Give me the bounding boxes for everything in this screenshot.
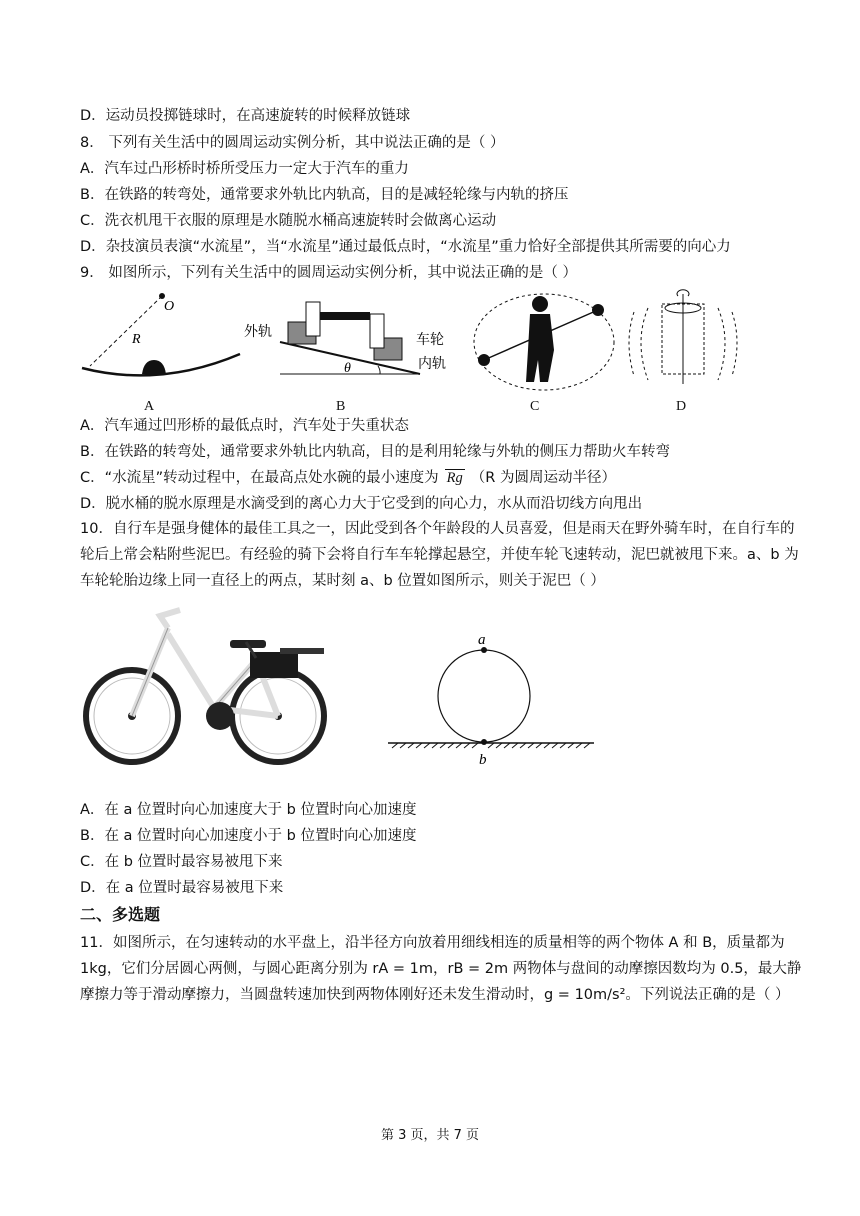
section-title: 二、多选题: [80, 905, 161, 924]
q9-option-c-note: （R 为圆周运动半径）: [470, 470, 616, 486]
fig-d-caption: D: [676, 399, 687, 414]
fig-b-inner-rail: 内轨: [418, 356, 446, 372]
point-b-label: b: [479, 752, 487, 768]
q9-option-d: D．脱水桶的脱水原理是水滴受到的离心力大于它受到的向心力，水从而沿切线方向甩出: [80, 496, 643, 512]
q10-option-a: A．在 a 位置时向心加速度大于 b 位置时向心加速度: [80, 802, 417, 818]
fig-c-caption: C: [530, 399, 540, 414]
figure-a-concave-bridge: [80, 288, 250, 398]
q10-option-c: C．在 b 位置时最容易被甩下来: [80, 854, 283, 870]
q8-option-b: B．在铁路的转弯处，通常要求外轨比内轨高，目的是减轻轮缘与内轨的挤压: [80, 187, 569, 203]
q8-option-d: D．杂技演员表演“水流星”，当“水流星”通过最低点时，“水流星”重力恰好全部提供其所需要的向心力: [80, 239, 731, 255]
fig-b-outer-rail: 外轨: [244, 324, 272, 340]
wheel-circle-diagram: [388, 630, 598, 770]
q10-stem: 10．自行车是强身健体的最佳工具之一，因此受到各个年龄段的人员喜爱，但是雨天在野外骑车时，在自行车的轮后上常会粘附些泥巴。有经验的骑下会将自行车车轮撑起悬空，并使车轮飞速转动，泥巴就被甩下来。a、b 为车轮轮胎边缘上同一直径上的两点，某时刻 a、b 位置如图所示，则关于泥巴（ ）: [80, 521, 799, 589]
figure-b-railway-curve: [240, 292, 460, 398]
q9-option-c-text: C．“水流星”转动过程中，在最高点处水碗的最小速度为: [80, 470, 439, 486]
q8-option-a: A．汽车过凸形桥时桥所受压力一定大于汽车的重力: [80, 161, 409, 177]
page-footer: 第 3 页，共 7 页: [380, 1128, 480, 1143]
q8-stem: 8． 下列有关生活中的圆周运动实例分析，其中说法正确的是（ ）: [80, 135, 505, 151]
figure-c-water-meteor: [470, 290, 620, 396]
fig-b-caption: B: [336, 399, 346, 414]
q7-option-d: D．运动员投掷链球时，在高速旋转的时候释放链球: [80, 108, 411, 124]
fig-a-label-o: O: [164, 299, 175, 314]
q9-option-c: [80, 468, 616, 488]
point-a-label: a: [478, 632, 486, 648]
q10-option-b: B．在 a 位置时向心加速度小于 b 位置时向心加速度: [80, 828, 417, 844]
fig-a-label-r: R: [132, 332, 141, 347]
q9-option-a: A．汽车通过凹形桥的最低点时，汽车处于失重状态: [80, 418, 409, 434]
fig-a-caption: A: [144, 399, 155, 414]
q9-stem: 9． 如图所示，下列有关生活中的圆周运动实例分析，其中说法正确的是（ ）: [80, 265, 577, 281]
bicycle-image: [80, 600, 332, 768]
fig-b-theta: θ: [344, 361, 351, 376]
q9-option-b: B．在铁路的转弯处，通常要求外轨比内轨高，目的是利用轮缘与外轨的侧压力帮助火车转弯: [80, 444, 670, 460]
figure-d-spin-dryer: [628, 288, 738, 394]
q8-option-c: C．洗衣机甩干衣服的原理是水随脱水桶高速旋转时会做离心运动: [80, 213, 497, 229]
q10-option-d: D．在 a 位置时最容易被甩下来: [80, 880, 284, 896]
sqrt-formula: Rg: [446, 470, 463, 486]
fig-b-wheel: 车轮: [416, 332, 444, 348]
q11-stem: 11．如图所示，在匀速转动的水平盘上，沿半径方向放着用细线相连的质量相等的两个物体 A 和 B，质量都为 1kg，它们分居圆心两侧，与圆心距离分别为 rA = 1m，rB = 2m 两物体与盘间的动摩擦因数均为 0.5，最大静摩擦力等于滑动摩擦力，当圆盘转速加快到两物体刚好还未发生滑动时，g = 10m/s²。下列说法正确的是（ ）: [80, 935, 802, 1003]
